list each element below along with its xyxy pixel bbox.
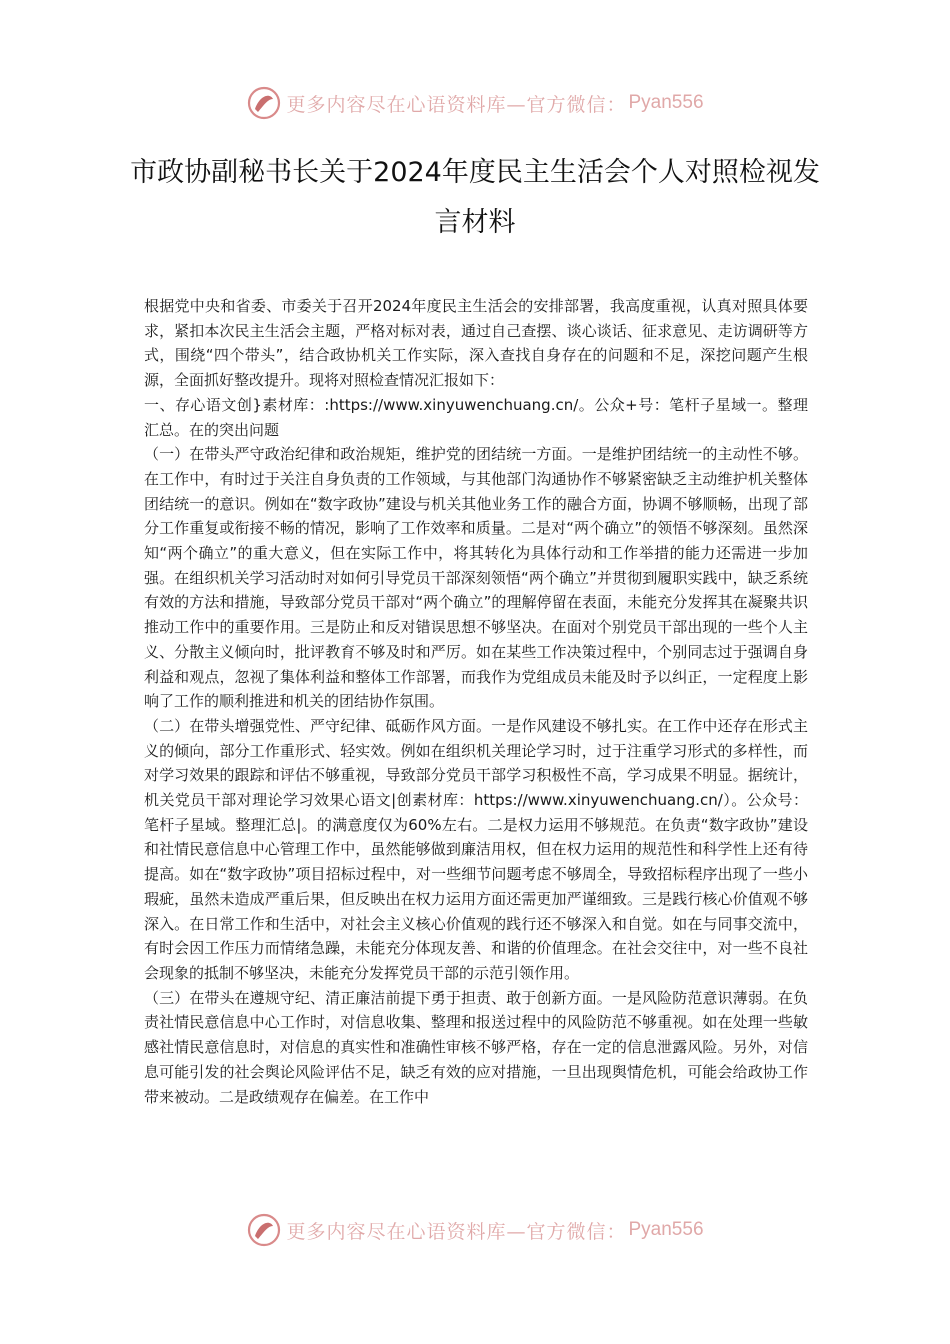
watermark-banner-bottom — [0, 1210, 950, 1250]
banner-wechat-id: Pyan556 — [628, 1219, 704, 1240]
banner-text: 更多内容尽在心语资料库—官方微信： — [286, 93, 627, 116]
paragraph-item-3: （三）在带头在遵规守纪、清正廉洁前提下勇于担责、敢于创新方面。一是风险防范意识薄弱。在负责社情民意信息中心工作时，对信息收集、整理和报送过程中的风险防范不够重视。如在处理一些敏感社情民意信息时，对信息的真实性和准确性审核不够严格，存在一定的信息泄露风险。另外，对信息可能引发的社会舆论风险评估不足，缺乏有效的应对措施，一旦出现舆情危机，可能会给政协工作带来被动。二是政绩观存在偏差。在工作中 — [144, 988, 808, 1106]
logo-icon — [246, 1212, 282, 1248]
page-title: 市政协副秘书长关于2024年度民主生活会个人对照检视发言材料 — [130, 157, 820, 238]
banner-text: 更多内容尽在心语资料库—官方微信： — [286, 1220, 627, 1243]
paragraph-item-1: （一）在带头严守政治纪律和政治规矩，维护党的团结统一方面。一是维护团结统一的主动性不够。在工作中，有时过于关注自身负责的工作领域，与其他部门沟通协作不够紧密缺乏主动维护机关整体团结统一的意识。例如在“数字政协”建设与机关其他业务工作的融合方面，协调不够顺畅，出现了部分工作重复或衔接不畅的情况，影响了工作效率和质量。二是对“两个确立”的领悟不够深刻。虽然深知“两个确立”的重大意义，但在实际工作中，将其转化为具体行动和工作举措的能力还需进一步加强。在组织机关学习活动时对如何引导党员干部深刻领悟“两个确立”并贯彻到履职实践中，缺乏系统有效的方法和措施，导致部分党员干部对“两个确立”的理解停留在表面，未能充分发挥其在凝聚共识推动工作中的重要作用。三是防止和反对错误思想不够坚决。在面对个别党员干部出现的一些个人主义、分散主义倾向时，批评教育不够及时和严厉。如在某些工作决策过程中，个别同志过于强调自身利益和观点，忽视了集体利益和整体工作部署，而我作为党组成员未能及时予以纠正，一定程度上影响了工作的顺利推进和机关的团结协作氛围。 — [144, 445, 808, 711]
paragraph-intro: 根据党中央和省委、市委关于召开2024年度民主生活会的安排部署，我高度重视，认真对照具体要求，紧扣本次民主生活会主题，严格对标对表，通过自己查摆、谈心谈话、征求意见、走访调研等方式，围绕“四个带头”，结合政协机关工作实际，深入查找自身存在的问题和不足，深挖问题产生根源，全面抓好整改提升。现将对照检查情况汇报如下： — [144, 297, 808, 390]
watermark-banner-top — [0, 83, 950, 123]
banner-wechat-id: Pyan556 — [628, 92, 704, 113]
paragraph-section-heading: 一、存心语文创}素材库：:https://www.xinyuwenchuang.cn/。公众+号：笔杆子星域一。整理汇总。在的突出问题 — [144, 395, 808, 439]
paragraph-item-2: （二）在带头增强党性、严守纪律、砥砺作风方面。一是作风建设不够扎实。在工作中还存在形式主义的倾向，部分工作重形式、轻实效。例如在组织机关理论学习时，过于注重学习形式的多样性，而对学习效果的跟踪和评估不够重视，导致部分党员干部学习积极性不高，学习成果不明显。据统计，机关党员干部对理论学习效果心语文|创素材库：https://www.xinyuwenchuang.cn/）。公众号：笔杆子星域。整理汇总|。的满意度仅为60%左右。二是权力运用不够规范。在负责“数字政协”建设和社情民意信息中心管理工作中，虽然能够做到廉洁用权，但在权力运用的规范性和科学性上还有待提高。如在“数字政协”项目招标过程中，对一些细节问题考虑不够周全，导致招标程序出现了一些小瑕疵，虽然未造成严重后果，但反映出在权力运用方面还需更加严谨细致。三是践行核心价值观不够深入。在日常工作和生活中，对社会主义核心价值观的践行还不够深入和自觉。如在与同事交流中，有时会因工作压力而情绪急躁，未能充分体现友善、和谐的价值理念。在社会交往中，对一些不良社会现象的抵制不够坚决，未能充分发挥党员干部的示范引领作用。 — [144, 716, 808, 982]
document-body — [144, 294, 808, 1109]
logo-icon — [246, 85, 282, 121]
